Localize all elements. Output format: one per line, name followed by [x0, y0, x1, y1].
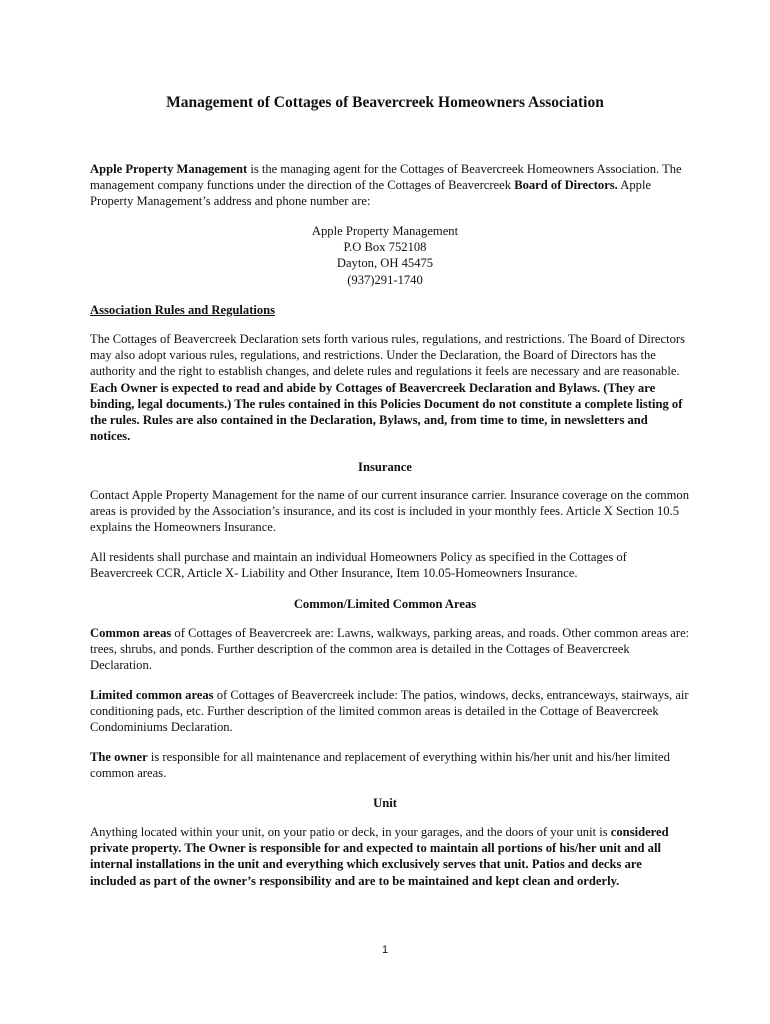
- intro-bold-agent: Apple Property Management: [90, 162, 248, 176]
- rules-heading: Association Rules and Regulations: [90, 303, 276, 317]
- limited-common-areas-paragraph: [90, 687, 690, 736]
- owner-bold: The owner: [90, 750, 148, 764]
- address-name: Apple Property Management: [311, 224, 459, 238]
- insurance-paragraph-1: Contact Apple Property Management for the name of our current insurance carrier. Insurance coverage on the common areas is provided by the Association’s insurance, and its cost is included in your monthly fees. Article X Section 10.5 explains the Homeowners Insurance.: [90, 488, 690, 535]
- rules-paragraph: [90, 331, 690, 444]
- document-title: Management of Cottages of Beavercreek Homeowners Association: [166, 94, 604, 111]
- unit-heading: Unit: [373, 796, 397, 810]
- rules-text: The Cottages of Beavercreek Declaration sets forth various rules, regulations, and restrictions. The Board of Directors may also adopt various rules, regulations, and restrictions. Under the Declaration, the Board of Directors has the authority and the right to establish changes, and delete rules and regulations it feels are necessary and are reasonable.: [90, 332, 685, 379]
- unit-paragraph: [90, 824, 690, 889]
- intro-text-2: Apple Property Management’s address and phone number are:: [90, 178, 652, 209]
- limited-common-areas-bold: Limited common areas: [90, 688, 214, 702]
- common-areas-text: of Cottages of Beavercreek are: Lawns, walkways, parking areas, and roads. Other common areas are: trees, shrubs, and ponds. Further description of the common area is detailed in the Cottages of Beavercreek Declaration.: [90, 626, 690, 673]
- common-areas-paragraph: [90, 625, 690, 674]
- address-block: [0, 223, 770, 288]
- intro-text-1: is the managing agent for the Cottages of Beavercreek Homeowners Association. The management company functions under the direction of the Cottages of Beavercreek: [90, 162, 682, 193]
- common-areas-heading: Common/Limited Common Areas: [293, 597, 477, 611]
- rules-bold-text: Each Owner is expected to read and abide by Cottages of Beavercreek Declaration and Bylaws. (They are binding, legal documents.) The rules contained in this Policies Document do not constitute a complete listing of the rules. Rules are also contained in the Declaration, Bylaws, and, from time to time, in newsletters and notices.: [90, 380, 683, 444]
- owner-text: is responsible for all maintenance and replacement of everything within his/her unit and his/her limited common areas.: [90, 750, 670, 781]
- page-number: 1: [381, 944, 389, 956]
- common-areas-bold: Common areas: [90, 626, 172, 640]
- insurance-paragraph-2: All residents shall purchase and maintain an individual Homeowners Policy as specified in the Cottages of Beavercreek CCR, Article X- Liability and Other Insurance, Item 10.05-Homeowners Insurance.: [90, 550, 627, 581]
- intro-paragraph: [90, 161, 690, 210]
- limited-common-areas-text: of Cottages of Beavercreek include: The patios, windows, decks, entranceways, stairways, air conditioning pads, etc. Further description of the limited common areas is detailed in the Cottage of Beavercreek Condominiums Declaration.: [90, 688, 689, 735]
- insurance-heading: Insurance: [358, 460, 412, 474]
- unit-text: Anything located within your unit, on your patio or deck, in your garages, and the doors of your unit is: [90, 825, 611, 839]
- address-phone: (937)291-1740: [347, 272, 423, 287]
- owner-paragraph: [90, 749, 690, 781]
- address-city: Dayton, OH 45475: [336, 256, 434, 271]
- address-po-box: P.O Box 752108: [343, 240, 427, 255]
- intro-bold-board: Board of Directors.: [514, 178, 618, 193]
- unit-bold-text: considered private property. The Owner is responsible for and expected to maintain all portions of his/her unit and all internal installations in the unit and everything which exclusively serves that unit. Patios and decks are included as part of the owner’s responsibility and are to be maintained and kept clean and orderly.: [90, 825, 669, 888]
